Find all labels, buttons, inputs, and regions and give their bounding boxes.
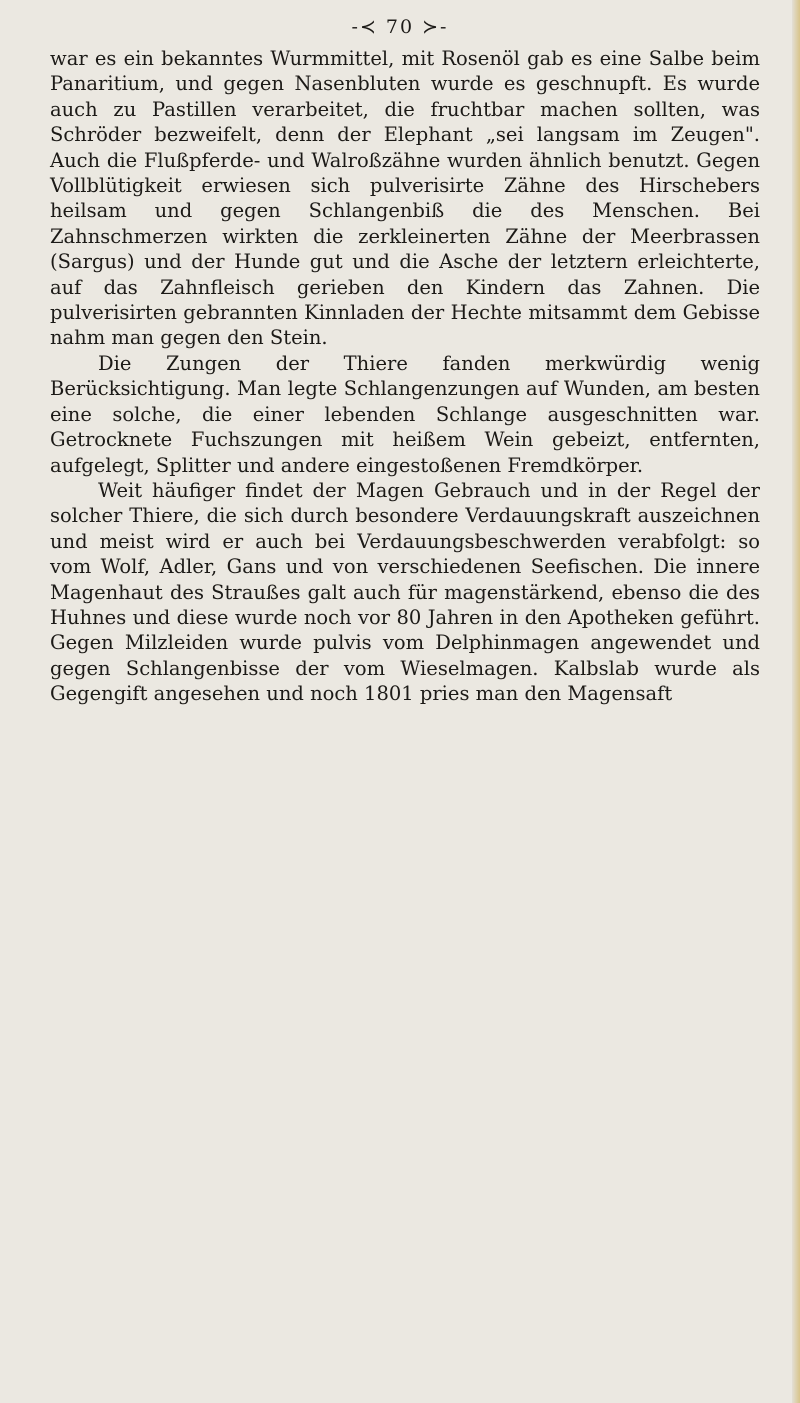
paragraph-2: Die Zungen der Thiere fanden merkwürdig wenig Berücksichtigung. Man legte Schlangenzungen auf Wunden, am besten eine solche, die einer lebenden Schlange ausgeschnitten war. Getrocknete Fuchszungen mit heißem Wein gebeizt, entfernten, aufgelegt, Splitter und andere eingestoßenen Fremdkörper. xyxy=(50,351,760,477)
page-edge xyxy=(792,0,800,1403)
page-number: -≺ 70 ≻- xyxy=(351,16,449,38)
paragraph-1: war es ein bekanntes Wurmmittel, mit Rosenöl gab es eine Salbe beim Panaritium, und gegen Nasenbluten wurde es geschnupft. Es wurde auch zu Pastillen verarbeitet, die fruchtbar machen sollten, was Schröder bezweifelt, denn der Elephant „sei langsam im Zeugen". Auch die Flußpferde- und Walroßzähne wurden ähnlich benutzt. Gegen Vollblütigkeit erwiesen sich pulverisirte Zähne des Hirschebers heilsam und gegen Schlangenbiß die des Menschen. Bei Zahnschmerzen wirkten die zerkleinerten Zähne der Meerbrassen (Sargus) und der Hunde gut und die Asche der letztern erleichterte, auf das Zahnfleisch gerieben den Kindern das Zahnen. Die pulverisirten gebrannten Kinnladen der Hechte mitsammt dem Gebisse nahm man gegen den Stein. xyxy=(50,47,760,350)
paragraph-3: Weit häufiger findet der Magen Gebrauch und in der Regel der solcher Thiere, die sich durch besondere Verdauungskraft auszeichnen und meist wird er auch bei Verdauungsbeschwerden verabfolgt: so vom Wolf, Adler, Gans und von verschiedenen Seefischen. Die innere Magenhaut des Straußes galt auch für magenstärkend, ebenso die des Huhnes und diese wurde noch vor 80 Jahren in den Apotheken geführt. Gegen Milzleiden wurde pulvis vom Delphinmagen angewendet und gegen Schlangenbisse der vom Wieselmagen. Kalbslab wurde als Gegengift angesehen und noch 1801 pries man den Magensaft xyxy=(50,478,760,706)
body-text xyxy=(50,46,760,707)
